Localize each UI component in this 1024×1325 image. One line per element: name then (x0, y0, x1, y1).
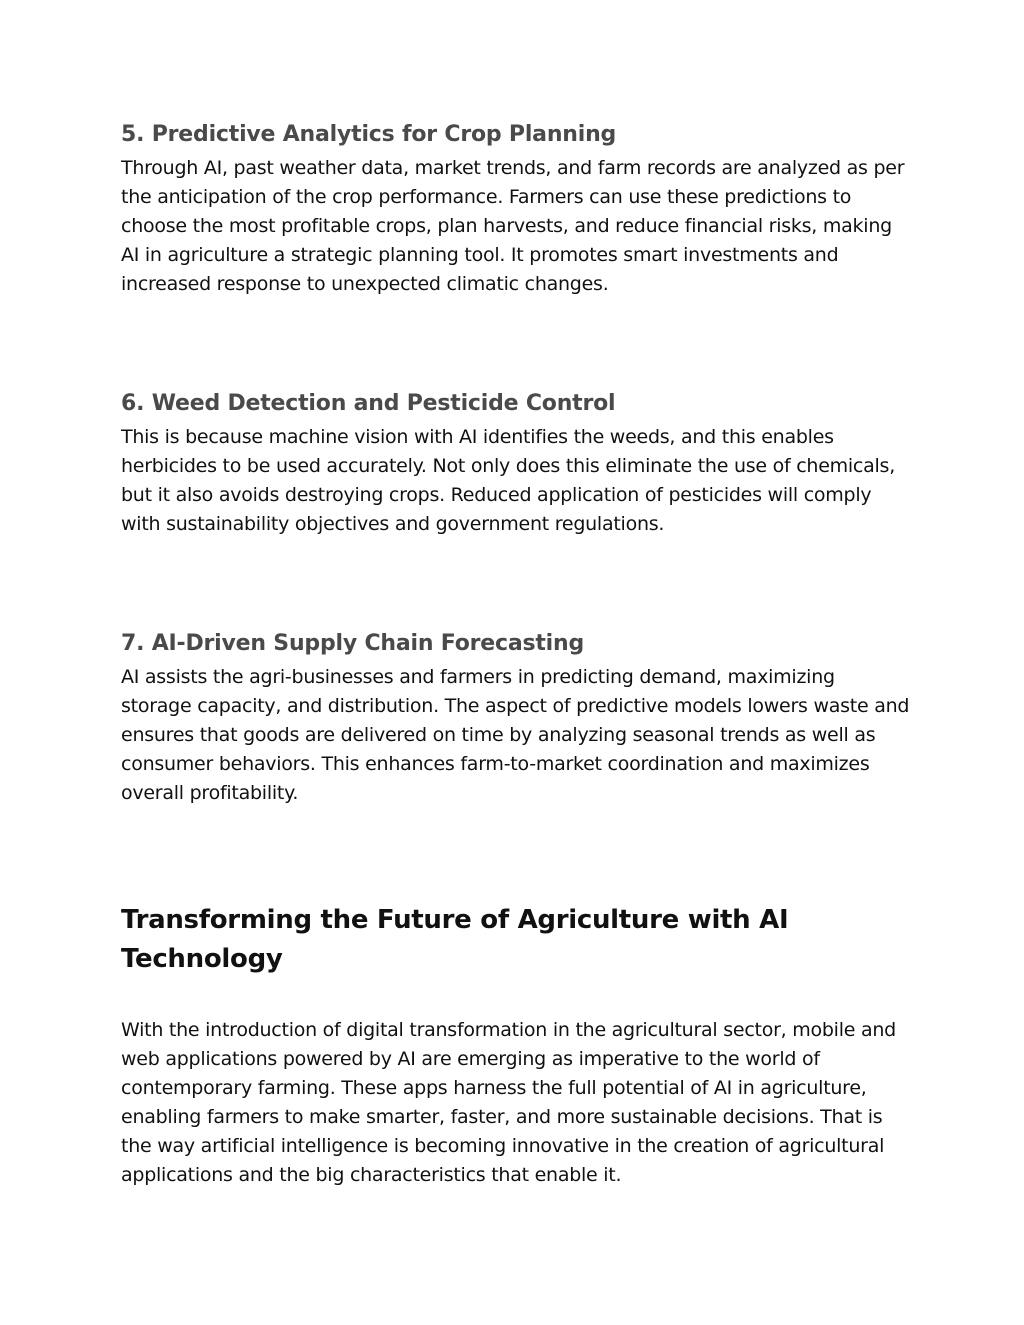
section-predictive-analytics (121, 120, 911, 299)
section-heading: 5. Predictive Analytics for Crop Planning (121, 122, 617, 147)
main-paragraph: With the introduction of digital transformation in the agricultural sector, mobile and web applications powered by AI are emerging as imperative to the world of contemporary farming. These apps harness the full potential of AI in agriculture, enabling farmers to make smarter, faster, and more sustainable decisions. That is the way artificial intelligence is becoming innovative in the creation of agricultural applications and the big characteristics that enable it. (121, 1019, 896, 1186)
main-heading-block (121, 901, 911, 979)
section-heading: 6. Weed Detection and Pesticide Control (121, 391, 616, 416)
section-weed-detection (121, 389, 911, 539)
section-supply-chain (121, 629, 911, 808)
main-heading: Transforming the Future of Agriculture with AI Technology (121, 905, 789, 974)
section-body: This is because machine vision with AI identifies the weeds, and this enables herbicides to be used accurately. Not only does this eliminate the use of chemicals, but it also avoids destroying crops. Reduced application of pesticides will comply with sustainability objectives and government regulations. (121, 426, 895, 535)
main-paragraph-block (121, 1016, 911, 1190)
section-body: AI assists the agri-businesses and farmers in predicting demand, maximizing storage capacity, and distribution. The aspect of predictive models lowers waste and ensures that goods are delivered on time by analyzing seasonal trends as well as consumer behaviors. This enhances farm-to-market coordination and maximizes overall profitability. (121, 666, 910, 804)
section-body: Through AI, past weather data, market trends, and farm records are analyzed as per the anticipation of the crop performance. Farmers can use these predictions to choose the most profitable crops, plan harvests, and reduce financial risks, making AI in agriculture a strategic planning tool. It promotes smart investments and increased response to unexpected climatic changes. (121, 157, 905, 295)
section-heading: 7. AI-Driven Supply Chain Forecasting (121, 631, 585, 656)
